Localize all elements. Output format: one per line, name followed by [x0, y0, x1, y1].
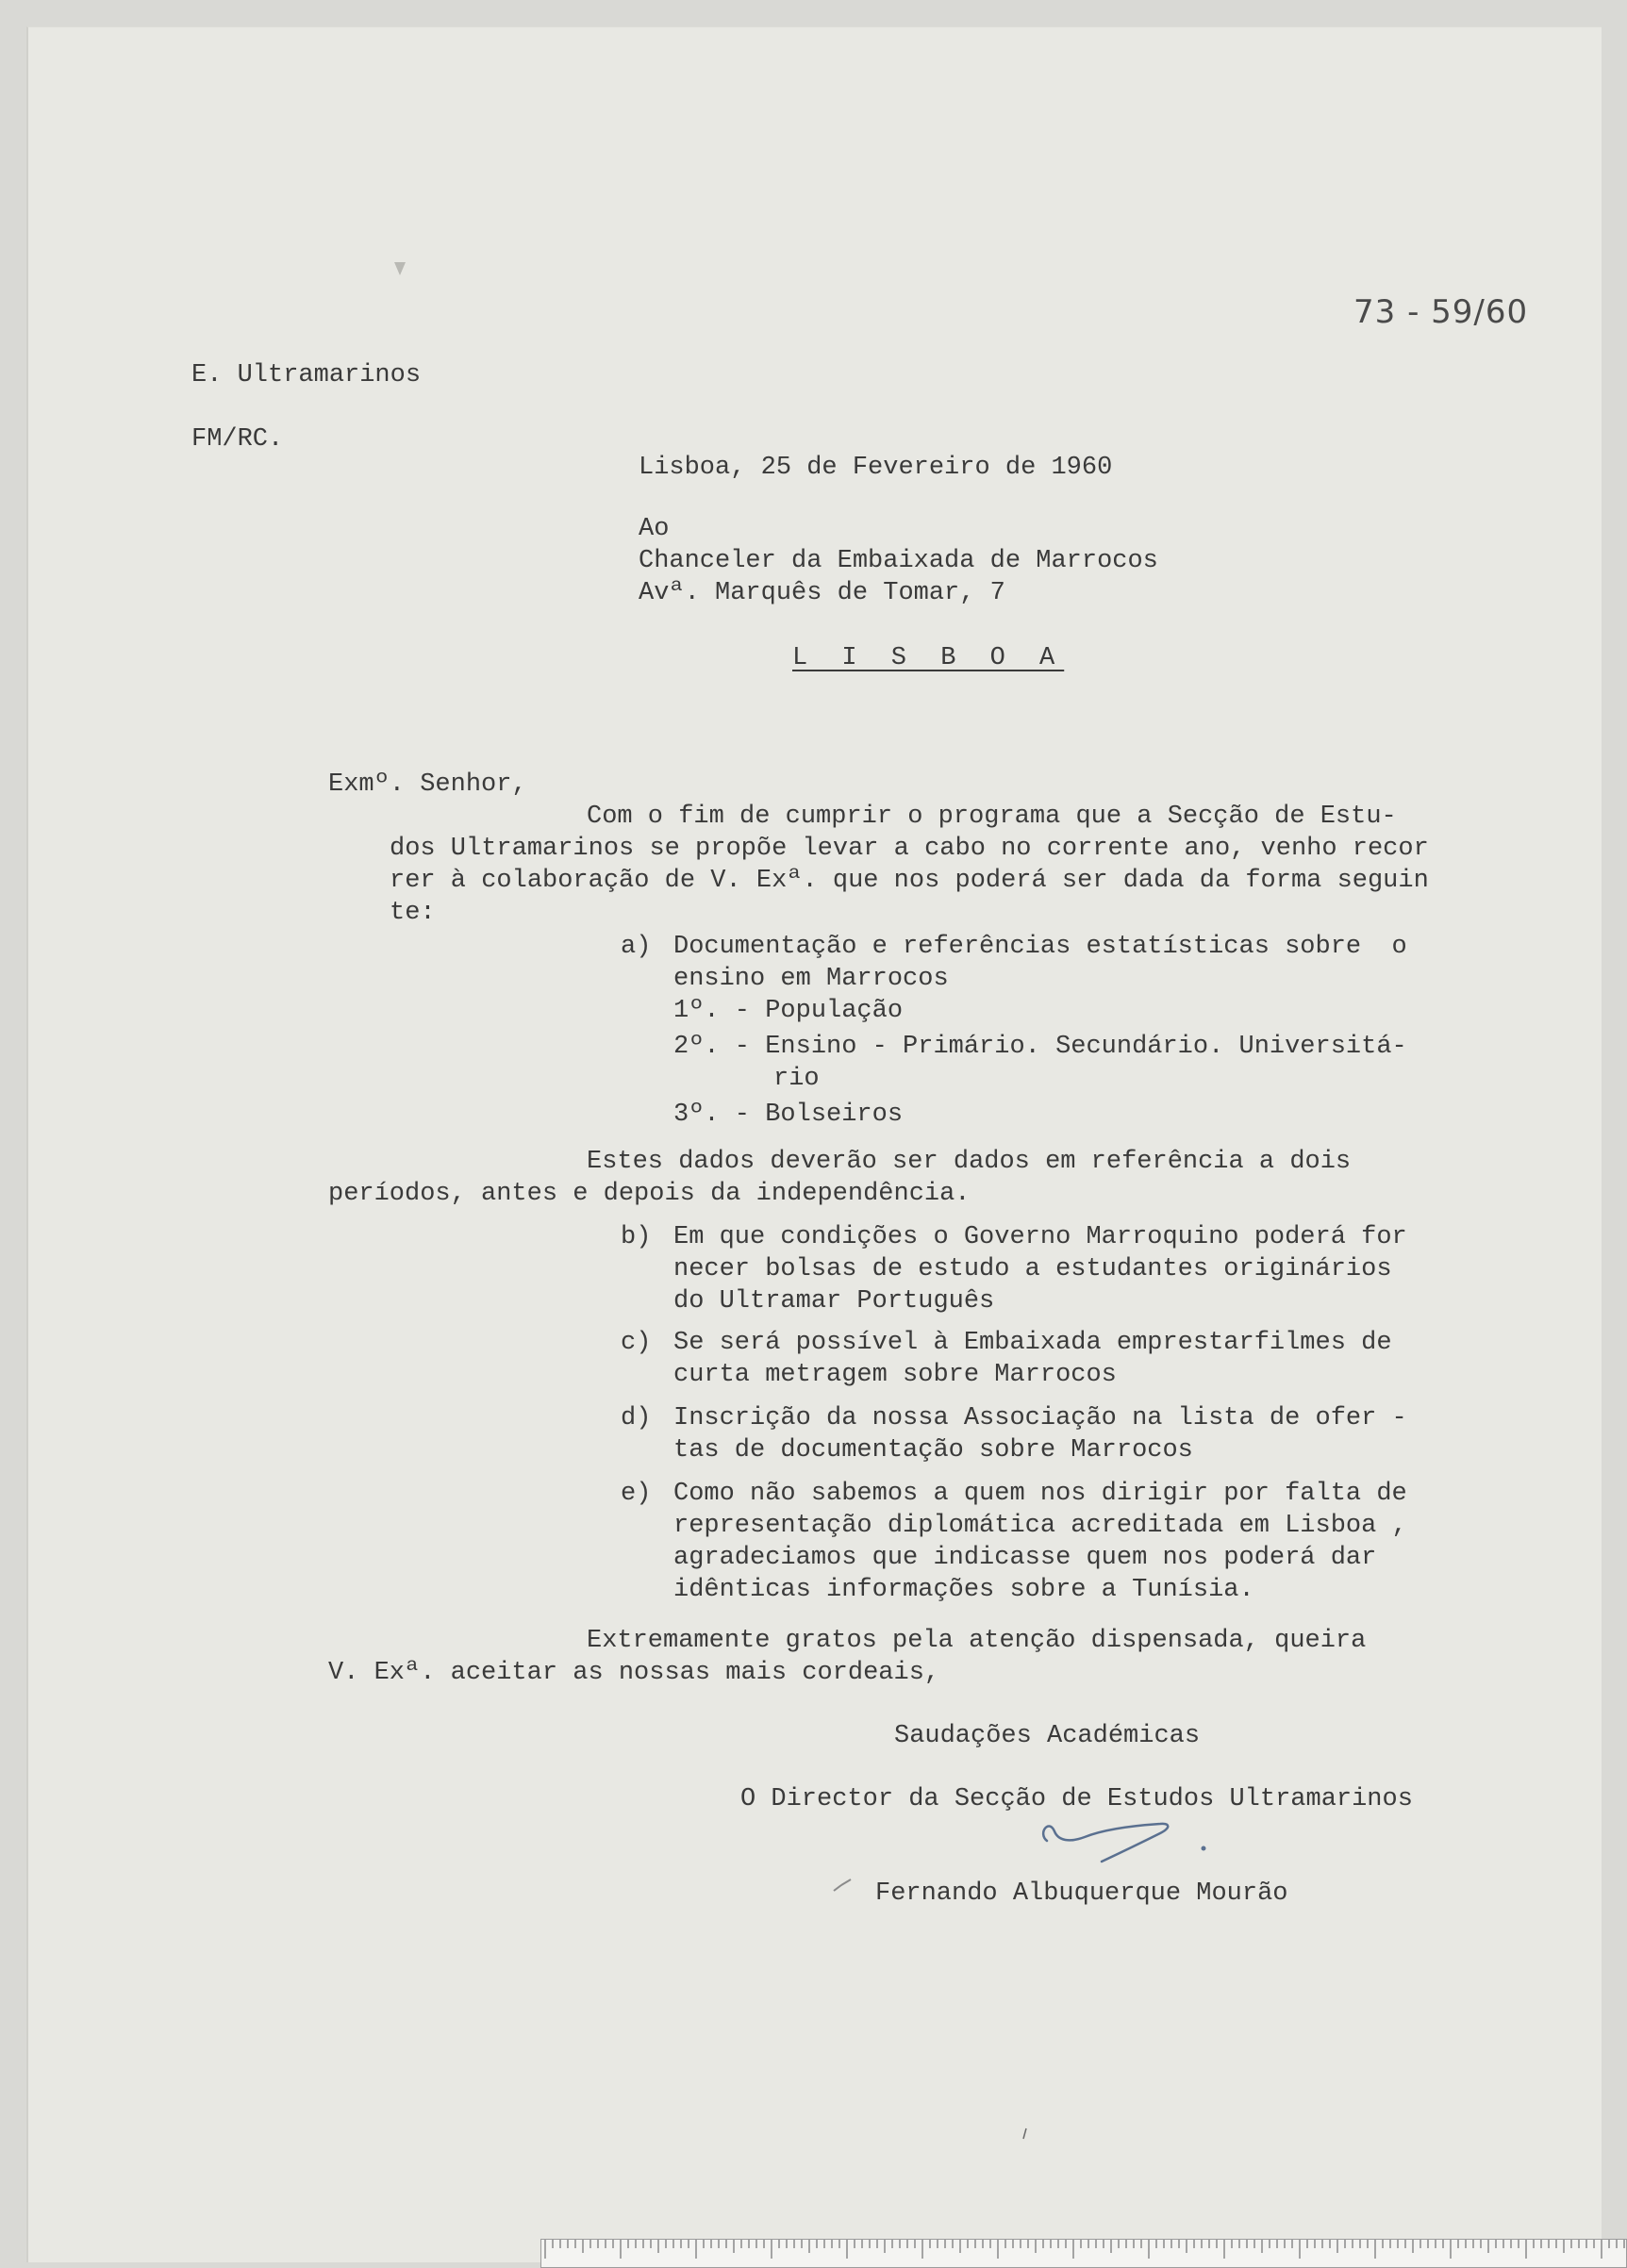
- list-text: Se será possível à Embaixada emprestarfilmes de: [673, 1329, 1392, 1357]
- list-text: tas de documentação sobre Marrocos: [673, 1436, 1193, 1465]
- salutation: Exmº. Senhor,: [328, 770, 527, 799]
- ink-speck: [1021, 2127, 1030, 2141]
- list-text: curta metragem sobre Marrocos: [673, 1361, 1117, 1389]
- list-text: Documentação e referências estatísticas sobre o: [673, 933, 1407, 961]
- list-marker: c): [621, 1329, 652, 1357]
- ink-mark: [391, 258, 408, 279]
- sub-item: 1º. - População: [673, 997, 904, 1025]
- scan-ruler: [540, 2239, 1627, 2268]
- body-line: Extremamente gratos pela atenção dispensada, queira: [587, 1627, 1367, 1655]
- sub-item: 2º. - Ensino - Primário. Secundário. Universitá-: [673, 1033, 1407, 1061]
- list-marker: b): [621, 1223, 652, 1251]
- list-text: Como não sabemos a quem nos dirigir por falta de: [673, 1480, 1407, 1508]
- body-line: períodos, antes e depois da independência.: [328, 1180, 971, 1208]
- list-text: idênticas informações sobre a Tunísia.: [673, 1576, 1254, 1604]
- recipient-to: Ao: [639, 515, 670, 543]
- letter-page: [26, 26, 1602, 2262]
- list-text: Inscrição da nossa Associação na lista de ofer -: [673, 1404, 1407, 1432]
- signatory-title: O Director da Secção de Estudos Ultramarinos: [740, 1785, 1413, 1813]
- department-label: E. Ultramarinos: [191, 361, 422, 389]
- date-line: Lisboa, 25 de Fevereiro de 1960: [639, 454, 1113, 482]
- closing-greeting: Saudações Académicas: [894, 1722, 1201, 1750]
- pen-tick-mark: [832, 1878, 856, 1896]
- list-marker: a): [621, 933, 652, 961]
- list-text: representação diplomática acreditada em Lisboa ,: [673, 1512, 1407, 1540]
- reference-number: 73 - 59/60: [1353, 293, 1529, 331]
- signatory-name: Fernando Albuquerque Mourão: [875, 1879, 1288, 1908]
- list-text: do Ultramar Português: [673, 1287, 995, 1316]
- recipient-line-1: Chanceler da Embaixada de Marrocos: [639, 547, 1158, 575]
- list-text: agradeciamos que indicasse quem nos poderá dar: [673, 1544, 1377, 1572]
- ruler-ticks: [541, 2240, 1627, 2268]
- body-line: Com o fim de cumprir o programa que a Secção de Estu-: [587, 803, 1397, 831]
- sub-item: 3º. - Bolseiros: [673, 1101, 904, 1129]
- body-line: dos Ultramarinos se propõe levar a cabo no corrente ano, venho recor: [390, 835, 1429, 863]
- body-line: te:: [390, 899, 436, 927]
- recipient-city: L I S B O A: [792, 644, 1065, 672]
- typist-initials: FM/RC.: [191, 425, 284, 454]
- list-text: necer bolsas de estudo a estudantes originários: [673, 1255, 1392, 1283]
- list-text: Em que condições o Governo Marroquino poderá for: [673, 1223, 1407, 1251]
- handwritten-signature: [1028, 1805, 1226, 1880]
- list-marker: d): [621, 1404, 652, 1432]
- sub-item: rio: [773, 1065, 820, 1093]
- list-text: ensino em Marrocos: [673, 965, 949, 993]
- list-marker: e): [621, 1480, 652, 1508]
- recipient-line-2: Avª. Marquês de Tomar, 7: [639, 579, 1005, 607]
- body-line: rer à colaboração de V. Exª. que nos poderá ser dada da forma seguin: [390, 867, 1429, 895]
- body-line: V. Exª. aceitar as nossas mais cordeais,: [328, 1659, 940, 1687]
- body-line: Estes dados deverão ser dados em referência a dois: [587, 1148, 1352, 1176]
